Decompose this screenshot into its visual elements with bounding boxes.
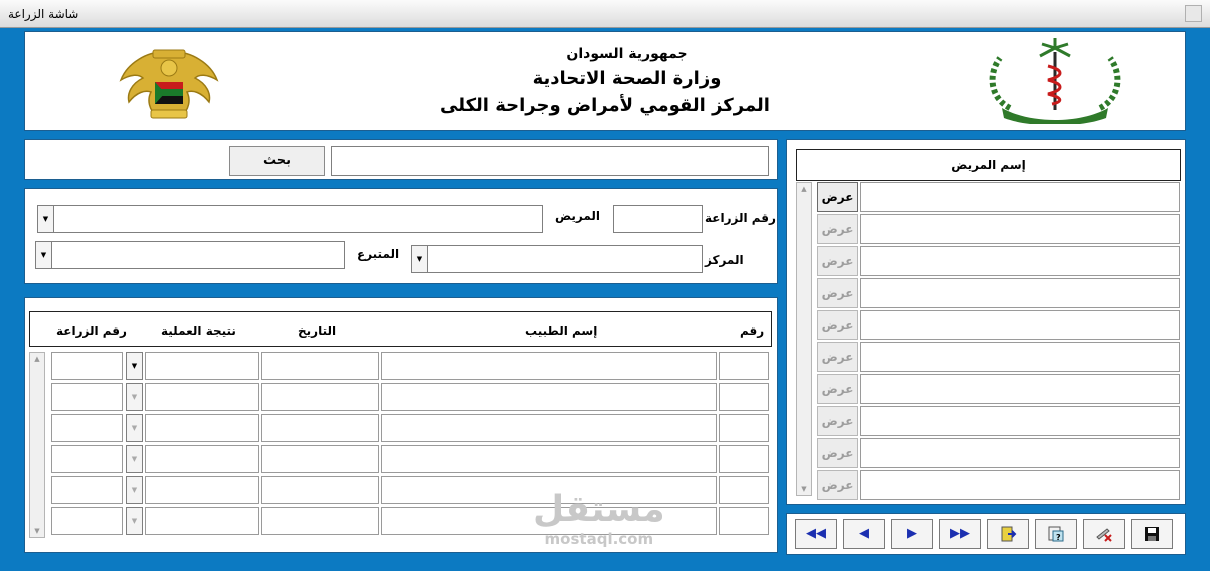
grid-header-row — [29, 311, 772, 347]
search-record-button[interactable] — [1035, 519, 1077, 549]
doctor-name-cell[interactable] — [381, 352, 717, 380]
grid-col-doctor-name: إسم الطبيب — [525, 324, 598, 338]
center-select[interactable] — [427, 245, 703, 273]
doctor-name-cell[interactable] — [381, 383, 717, 411]
patient-name-cell[interactable] — [860, 438, 1180, 468]
date-cell[interactable] — [261, 414, 379, 442]
view-patient-button[interactable]: عرض — [817, 246, 858, 276]
view-patient-button[interactable]: عرض — [817, 342, 858, 372]
result-dropdown-arrow-icon[interactable]: ▼ — [126, 383, 143, 411]
new-record-icon — [999, 525, 1017, 543]
number-cell[interactable] — [719, 383, 769, 411]
patient-name-cell[interactable] — [860, 342, 1180, 372]
patient-select[interactable] — [53, 205, 543, 233]
doctor-name-cell[interactable] — [381, 445, 717, 473]
result-cell[interactable] — [145, 383, 259, 411]
window-titlebar — [0, 0, 1210, 28]
planting-number-input[interactable] — [613, 205, 703, 233]
view-patient-button[interactable]: عرض — [817, 406, 858, 436]
mostaql-watermark — [533, 490, 665, 548]
patient-dropdown-arrow-icon[interactable]: ▼ — [37, 205, 54, 233]
next-record-button[interactable] — [891, 519, 933, 549]
delete-record-button[interactable] — [1083, 519, 1125, 549]
result-dropdown-arrow-icon[interactable]: ▼ — [126, 414, 143, 442]
view-patient-button[interactable]: عرض — [817, 310, 858, 340]
view-patient-button[interactable]: عرض — [817, 278, 858, 308]
grid-scrollbar[interactable]: ▲ ▼ — [29, 352, 45, 538]
window-close-button[interactable] — [1185, 5, 1202, 22]
view-patient-button[interactable]: عرض — [817, 470, 858, 500]
patient-name-cell[interactable] — [860, 374, 1180, 404]
patients-list-header: إسم المريض — [796, 149, 1181, 181]
view-patient-button[interactable]: عرض — [817, 438, 858, 468]
donor-select[interactable] — [51, 241, 345, 269]
result-dropdown-arrow-icon[interactable]: ▼ — [126, 352, 143, 380]
filter-form-panel — [24, 188, 778, 284]
previous-record-button[interactable] — [843, 519, 885, 549]
patient-name-cell[interactable] — [860, 406, 1180, 436]
patient-name-cell[interactable] — [860, 278, 1180, 308]
result-cell[interactable] — [145, 445, 259, 473]
planting-number-cell[interactable] — [51, 476, 123, 504]
number-cell[interactable] — [719, 352, 769, 380]
planting-number-cell[interactable] — [51, 507, 123, 535]
ministry-of-health-logo-icon — [980, 38, 1130, 124]
date-cell[interactable] — [261, 507, 379, 535]
number-cell[interactable] — [719, 476, 769, 504]
patient-name-cell[interactable] — [860, 214, 1180, 244]
planting-number-cell[interactable] — [51, 383, 123, 411]
center-label: المركز — [705, 253, 744, 267]
patients-scrollbar[interactable]: ▲ ▼ — [796, 182, 812, 496]
navigation-panel — [786, 513, 1186, 555]
grid-col-date: التاريخ — [298, 324, 337, 338]
watermark-main: مستقل — [533, 489, 665, 530]
first-record-button[interactable] — [795, 519, 837, 549]
result-dropdown-arrow-icon[interactable]: ▼ — [126, 507, 143, 535]
date-cell[interactable] — [261, 383, 379, 411]
window-title: شاشة الزراعة — [8, 7, 79, 21]
number-cell[interactable] — [719, 414, 769, 442]
date-cell[interactable] — [261, 352, 379, 380]
date-cell[interactable] — [261, 445, 379, 473]
result-cell[interactable] — [145, 476, 259, 504]
result-cell[interactable] — [145, 414, 259, 442]
next-record-icon: ▶ — [907, 526, 917, 541]
header-center: المركز القومي لأمراض وجراحة الكلى — [440, 95, 770, 116]
patient-name-cell[interactable] — [860, 470, 1180, 500]
result-cell[interactable] — [145, 352, 259, 380]
result-dropdown-arrow-icon[interactable]: ▼ — [126, 445, 143, 473]
patient-name-cell[interactable] — [860, 246, 1180, 276]
number-cell[interactable] — [719, 445, 769, 473]
donor-label: المتبرع — [357, 247, 400, 261]
patients-list-panel — [786, 139, 1186, 505]
patient-name-cell[interactable] — [860, 182, 1180, 212]
number-cell[interactable] — [719, 507, 769, 535]
result-dropdown-arrow-icon[interactable]: ▼ — [126, 476, 143, 504]
result-cell[interactable] — [145, 507, 259, 535]
previous-record-icon: ◀ — [859, 526, 869, 541]
view-patient-button[interactable]: عرض — [817, 374, 858, 404]
patient-name-cell[interactable] — [860, 310, 1180, 340]
header-country: جمهورية السودان — [566, 46, 688, 62]
patient-label: المريض — [555, 209, 601, 223]
header-ministry: وزارة الصحة الاتحادية — [532, 68, 722, 89]
search-input[interactable] — [331, 146, 769, 176]
date-cell[interactable] — [261, 476, 379, 504]
donor-dropdown-arrow-icon[interactable]: ▼ — [35, 241, 52, 269]
operations-grid-panel — [24, 297, 778, 553]
planting-number-cell[interactable] — [51, 414, 123, 442]
planting-number-cell[interactable] — [51, 352, 123, 380]
search-button[interactable]: بحث — [229, 146, 325, 176]
planting-number-cell[interactable] — [51, 445, 123, 473]
save-icon — [1144, 526, 1160, 542]
header-panel — [24, 31, 1186, 131]
grid-col-result: نتيجة العملية — [161, 324, 236, 338]
delete-record-icon — [1095, 525, 1113, 543]
center-dropdown-arrow-icon[interactable]: ▼ — [411, 245, 428, 273]
save-button[interactable] — [1131, 519, 1173, 549]
planting-number-label: رقم الزراعة — [705, 211, 776, 225]
grid-col-planting-number: رقم الزراعة — [56, 324, 127, 338]
search-record-icon — [1047, 525, 1065, 543]
view-patient-button[interactable]: عرض — [817, 182, 858, 212]
watermark-sub: mostaql.com — [544, 530, 654, 548]
view-patient-button[interactable]: عرض — [817, 214, 858, 244]
grid-col-number: رقم — [740, 324, 765, 338]
doctor-name-cell[interactable] — [381, 414, 717, 442]
search-panel — [24, 139, 778, 180]
last-record-button[interactable] — [939, 519, 981, 549]
new-record-button[interactable] — [987, 519, 1029, 549]
first-record-icon: ◀◀ — [806, 526, 826, 541]
svg-text:?: ? — [1056, 533, 1061, 542]
last-record-icon: ▶▶ — [950, 526, 970, 541]
